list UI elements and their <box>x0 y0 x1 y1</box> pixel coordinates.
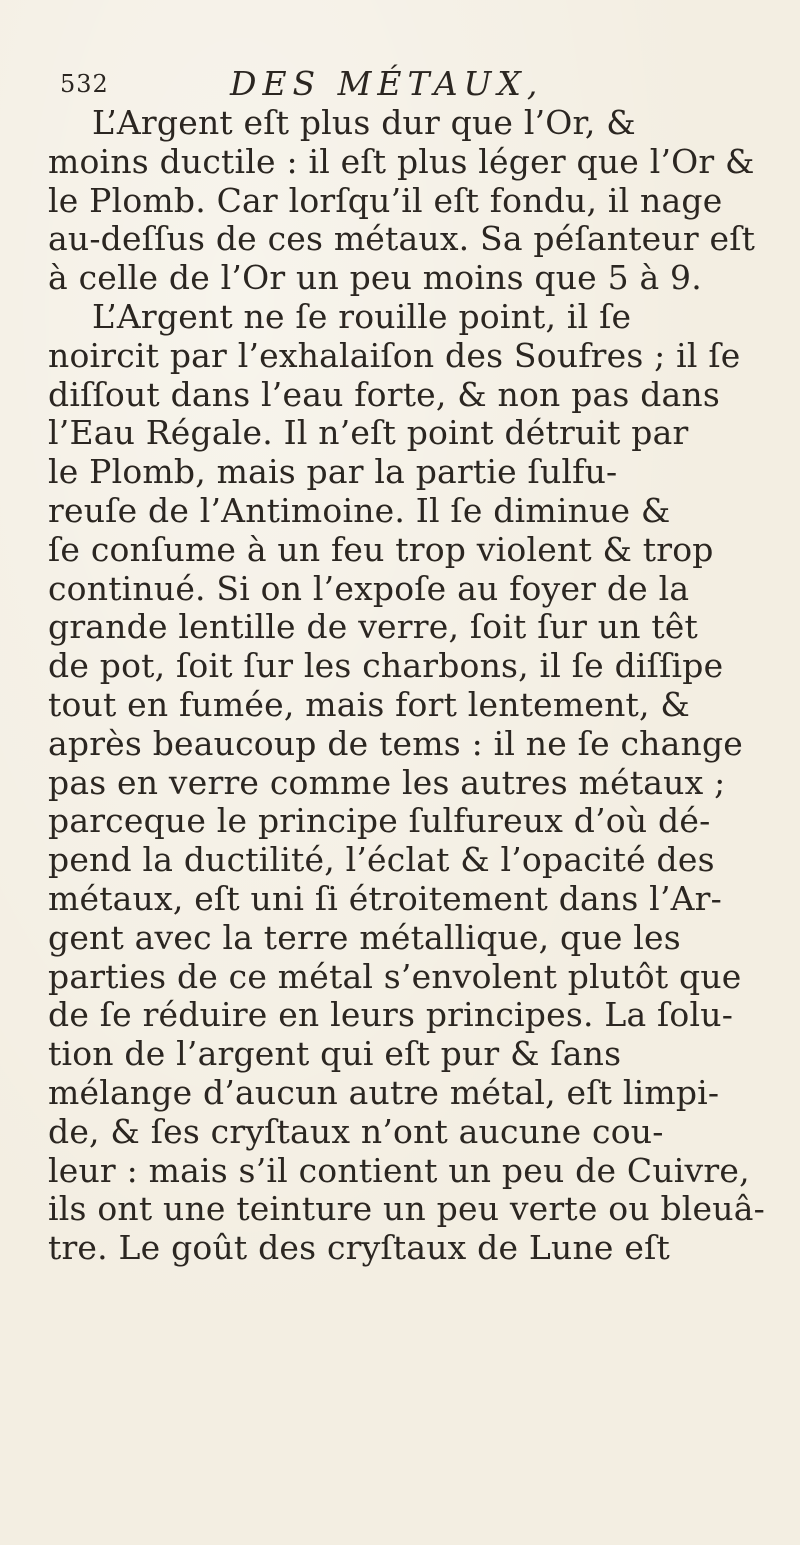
page-number: 532 <box>60 70 109 98</box>
text-line: après beaucoup de tems : il ne ſe change <box>48 723 744 763</box>
text-line: ſe conſume à un feu trop violent & trop <box>48 529 714 569</box>
body-text <box>48 104 778 1268</box>
text-line: de, & ſes cryſtaux n’ont aucune cou- <box>48 1111 664 1151</box>
page-header <box>60 64 760 108</box>
text-line: le Plomb, mais par la partie ſulfu- <box>48 452 618 492</box>
text-line: métaux, eſt uni ſi étroitement dans l’Ar- <box>48 878 722 918</box>
text-line: leur : mais s’il contient un peu de Cuivre, <box>48 1150 750 1190</box>
text-line: tre. Le goût des cryſtaux de Lune eſt <box>48 1228 670 1268</box>
text-line: tion de l’argent qui eſt pur & ſans <box>48 1034 622 1074</box>
text-line: l’Eau Régale. Il n’eſt point détruit par <box>48 413 689 453</box>
text-line: à celle de l’Or un peu moins que 5 à 9. <box>48 258 702 298</box>
text-line: moins ductile : il eſt plus léger que l’Or & <box>48 141 755 181</box>
text-line: mélange d’aucun autre métal, eſt limpi- <box>48 1072 720 1112</box>
text-line: de pot, ſoit ſur les charbons, il ſe diſſipe <box>48 646 724 686</box>
text-line: gent avec la terre métallique, que les <box>48 917 681 957</box>
text-line: reuſe de l’Antimoine. Il ſe diminue & <box>48 490 671 530</box>
text-line: parties de ce métal s’envolent plutôt que <box>48 956 742 996</box>
text-line: pas en verre comme les autres métaux ; <box>48 762 726 802</box>
text-line: L’Argent eſt plus dur que l’Or, & <box>92 103 636 142</box>
text-line: grande lentille de verre, ſoit ſur un têt <box>48 607 698 647</box>
text-line: de ſe réduire en leurs principes. La ſolu- <box>48 995 734 1035</box>
text-line: parceque le principe ſulfureux d’où dé- <box>48 801 711 841</box>
text-line: continué. Si on l’expoſe au foyer de la <box>48 568 690 608</box>
text-line: noircit par l’exhalaiſon des Soufres ; il ſe <box>48 335 741 375</box>
text-line: pend la ductilité, l’éclat & l’opacité des <box>48 840 715 880</box>
text-line: tout en fumée, mais fort lentement, & <box>48 684 690 724</box>
text-line: le Plomb. Car lorſqu’il eſt fondu, il nage <box>48 180 723 220</box>
text-line: ils ont une teinture un peu verte ou bleuâ- <box>48 1189 765 1229</box>
running-title: DES MÉTAUX, <box>230 64 544 103</box>
text-line: diſſout dans l’eau forte, & non pas dans <box>48 374 721 414</box>
text-line: L’Argent ne ſe rouille point, il ſe <box>92 296 632 336</box>
text-line: au-deſſus de ces métaux. Sa péſanteur eſt <box>48 219 756 259</box>
